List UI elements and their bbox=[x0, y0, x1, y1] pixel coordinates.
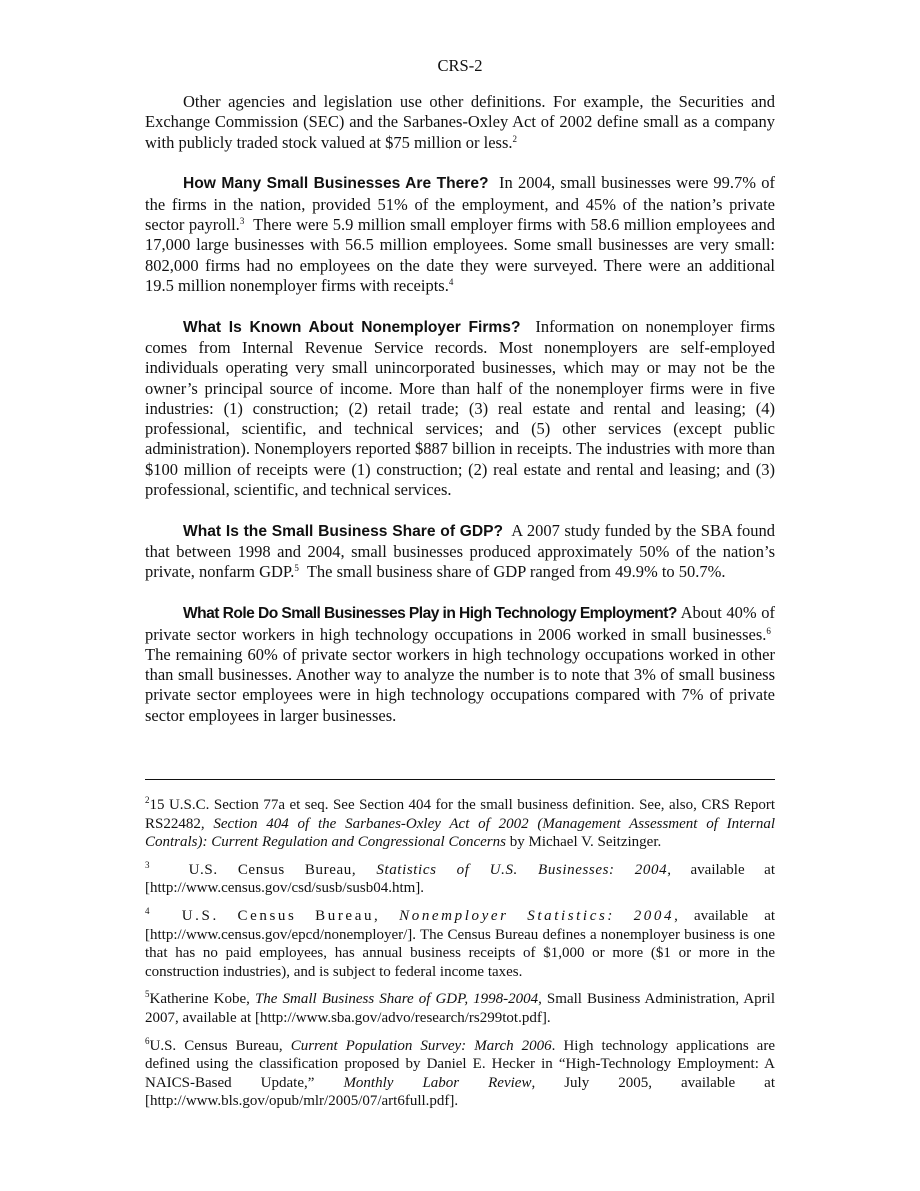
footnote-ref: 5 bbox=[294, 563, 299, 574]
footnote-text: , available at [http://www.census.gov/epcd/nonemployer/]. The Census Bureau defines a nonemployer business is one that has no paid employees, has annual business receipts of $1,000 or more ($1 or more in the construction industries), and is subject to federal income taxes. bbox=[145, 907, 776, 980]
paragraph-text: In 2004, small businesses were 99.7% of the firms in the nation, provided 51% of the employment, and 45% of the nation’s private sector payroll. bbox=[145, 173, 775, 234]
section-heading: What Role Do Small Businesses Play in High Technology Employment? bbox=[183, 605, 677, 623]
footnote-text: , July 2005, available at [http://www.bls.gov/opub/mlr/2005/07/art6full.pdf]. bbox=[145, 1074, 775, 1110]
footnote-text: 15 U.S.C. Section 77a et seq. See Section 404 for the small business definition. See, also, CRS Report RS22482, bbox=[145, 797, 775, 832]
footnote-title: Monthly Labor Review bbox=[343, 1074, 532, 1091]
footnotes bbox=[145, 796, 775, 1120]
footnote-3 bbox=[145, 861, 775, 898]
body-text bbox=[145, 92, 775, 726]
paragraph-text: About 40% of private sector workers in high technology occupations in 2006 worked in small businesses. bbox=[145, 603, 775, 644]
footnote-ref: 2 bbox=[512, 133, 518, 144]
footnote-number: 6 bbox=[145, 1035, 150, 1046]
footnote-text: Katherine Kobe, bbox=[149, 991, 255, 1008]
paragraph-text: The small business share of GDP ranged from 49.9% to 50.7%. bbox=[306, 562, 726, 582]
footnote-text: U.S. Census Bureau, bbox=[188, 861, 377, 878]
footnote-text: . High technology applications are defined using the classification proposed by Daniel E. Hecker in “High-Technology Employment: A NAICS-Based Update,” bbox=[145, 1037, 775, 1091]
footnote-text: , Small Business Administration, April 2007, available at [http://www.sba.gov/advo/research/rs299tot.pdf]. bbox=[145, 991, 775, 1026]
footnote-2 bbox=[145, 796, 775, 852]
footnote-ref: 6 bbox=[766, 625, 771, 636]
paragraph-nonemployer bbox=[145, 317, 775, 501]
footnote-number: 3 bbox=[145, 859, 150, 870]
footnote-number: 2 bbox=[145, 795, 150, 805]
paragraph-text: Information on nonemployer firms comes from Internal Revenue Service records. Most nonemployers are self-employed individuals operating very small unincorporated businesses, which may or may not be the owner’s principal source of income. More than half of the nonemployer firms were in five industries: (1) construction; (2) retail trade; (3) real estate and rental and leasing; (4) professional, scientific, and technical services; and (5) other services (except public administration). Nonemployers reported $887 billion in receipts. The industries with more than $100 million of receipts were (1) construction; (2) real estate and rental and leasing; and (3) professional, scientific, and technical services. bbox=[145, 316, 775, 500]
footnote-text: U.S. Census Bureau, bbox=[181, 907, 400, 924]
footnote-6 bbox=[145, 1037, 775, 1111]
paragraph-text: A 2007 study funded by the SBA found that between 1998 and 2004, small businesses produced approximately 50% of the nation’s private, nonfarm GDP. bbox=[145, 520, 775, 582]
footnote-title: Current Population Survey: March 2006 bbox=[290, 1037, 552, 1054]
paragraph-text: The remaining 60% of private sector workers in high technology occupations worked in other than small businesses. Another way to analyze the number is to note that 3% of small business private sector employees were in high technology occupations compared with 7% of private sector employees in larger businesses. bbox=[145, 644, 775, 725]
section-heading: How Many Small Businesses Are There? bbox=[183, 175, 489, 193]
footnote-title: Section 404 of the Sarbanes-Oxley Act of 2002 (Management Assessment of Internal Contrals): Current Regulation and Congressional Concerns bbox=[145, 815, 775, 851]
footnote-5 bbox=[145, 990, 775, 1027]
footnote-title: Statistics of U.S. Businesses: 2004 bbox=[376, 861, 668, 878]
footnote-text: U.S. Census Bureau, bbox=[149, 1037, 291, 1054]
paragraph-text: Other agencies and legislation use other definitions. For example, the Securities and Exchange Commission (SEC) and the Sarbanes-Oxley Act of 2002 define small as a company with publicly traded stock valued at $75 million or less. bbox=[145, 92, 775, 152]
paragraph-high-tech bbox=[145, 603, 775, 726]
footnote-number: 4 bbox=[145, 905, 150, 916]
footnote-number: 5 bbox=[145, 989, 150, 1000]
footnote-ref: 4 bbox=[448, 276, 454, 287]
paragraph-how-many bbox=[145, 173, 775, 296]
paragraph-gdp-share bbox=[145, 521, 775, 583]
paragraph-definitions bbox=[145, 92, 775, 153]
footnote-text: by Michael V. Seitzinger. bbox=[505, 834, 662, 851]
footnote-divider bbox=[145, 779, 775, 780]
section-heading: What Is the Small Business Share of GDP? bbox=[183, 522, 504, 540]
footnote-title: Nonemployer Statistics: 2004 bbox=[399, 907, 675, 924]
footnote-4 bbox=[145, 907, 775, 981]
footnote-text: , available at [http://www.census.gov/csd/susb/susb04.htm]. bbox=[145, 861, 776, 897]
footnote-title: The Small Business Share of GDP, 1998-2004 bbox=[254, 991, 539, 1008]
footnote-ref: 3 bbox=[239, 215, 245, 226]
paragraph-text: There were 5.9 million small employer firms with 58.6 million employees and 17,000 large businesses with 56.5 million employees. Some small businesses are very small: 802,000 firms had no employees on the date they were surveyed. There were an additional 19.5 million nonemployer firms with receipts. bbox=[145, 214, 775, 295]
page-header: CRS-2 bbox=[437, 56, 483, 75]
section-heading: What Is Known About Nonemployer Firms? bbox=[183, 318, 521, 336]
